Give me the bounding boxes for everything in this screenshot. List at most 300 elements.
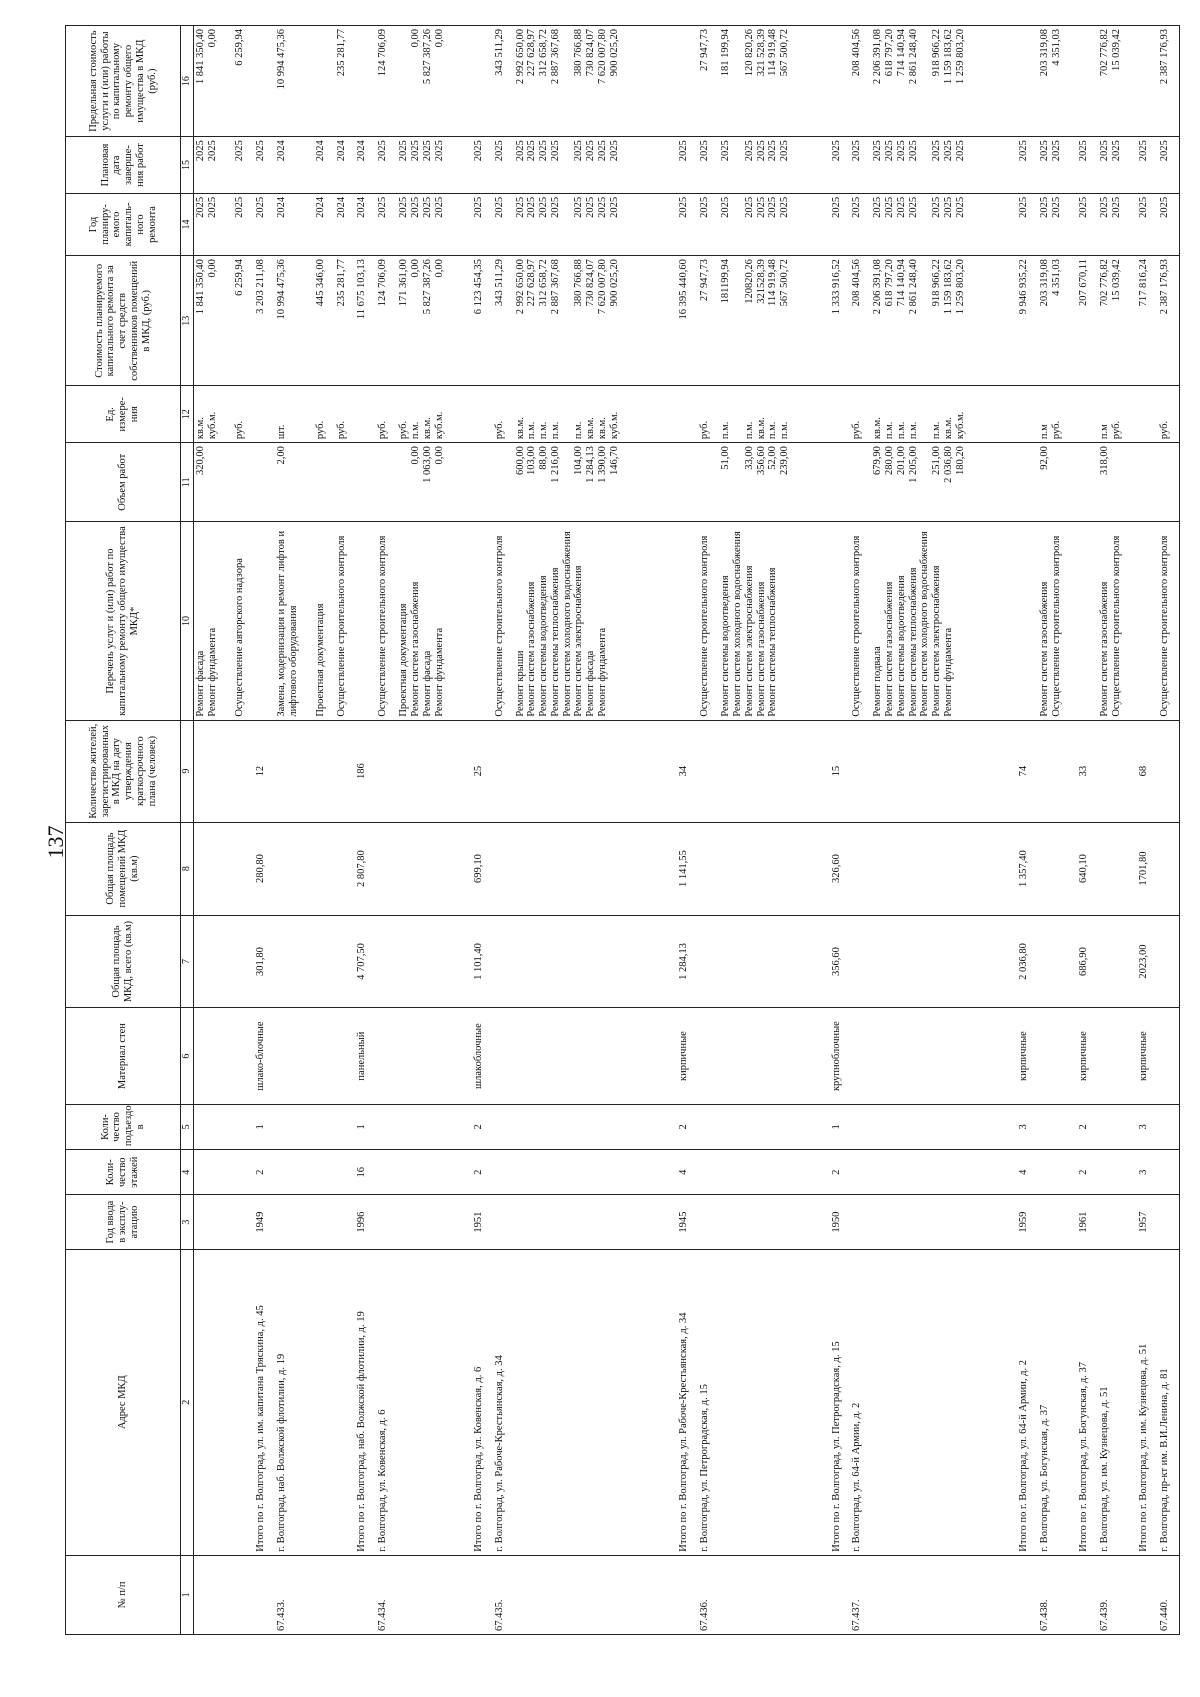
cell-unit: кв.м. п.м. п.м. п.м. п.м. кв.м. куб.м. [871, 386, 1017, 443]
cell-residents [871, 720, 1017, 822]
cell-area: 301,80 [254, 915, 275, 1008]
table-row [397, 26, 472, 1635]
cell-residents [1158, 720, 1180, 822]
cell-cost: 10 994 475,36 [275, 256, 314, 386]
cell-volume [1017, 443, 1038, 522]
cell-num [335, 1555, 356, 1634]
cell-limit: 181 199,94 120 820,26 321 528,39 114 919,48 567 500,72 [719, 26, 829, 137]
cell-area [194, 915, 234, 1008]
cell-volume [472, 443, 493, 522]
cell-works: Ремонт систем газоснабжения Осуществление строительного контроля [1038, 522, 1077, 720]
cell-limit: 10 994 475,36 [275, 26, 314, 137]
column-number-7: 7 [181, 915, 194, 1008]
cell-limit: 6 259,94 [233, 26, 254, 137]
cell-address: г. Волгоград, ул. Петроградская, д. 15 [698, 1249, 719, 1555]
cell-plan-year: 2025 2025 2025 2025 2025 2025 2025 [871, 193, 1017, 255]
cell-volume [376, 443, 397, 522]
cell-area-rooms: 699,10 [472, 822, 493, 915]
cell-unit: руб. [376, 386, 397, 443]
cell-end: 2025 [1137, 137, 1158, 194]
cell-plan-year: 2025 [830, 193, 851, 255]
column-number-5: 5 [181, 1104, 194, 1149]
cell-area-rooms [871, 822, 1017, 915]
column-number-10: 10 [181, 522, 194, 720]
cell-end: 2025 2025 [1038, 137, 1077, 194]
cell-cost: 2 992 650,00 227 628,97 312 658,72 2 887 367,68 380 766,88 730 824,07 7 620 007,80 900 025,20 [514, 256, 678, 386]
cell-floors: 4 [677, 1150, 698, 1195]
cell-area: 2 036,80 [1017, 915, 1038, 1008]
cell-floors [314, 1150, 335, 1195]
cell-works: Осуществление строительного контроля [850, 522, 871, 720]
column-number-1: 1 [181, 1555, 194, 1634]
cell-year [1158, 1195, 1180, 1249]
column-number-9: 9 [181, 720, 194, 822]
cell-unit: п.м руб. [1098, 386, 1137, 443]
cell-end: 2025 [1017, 137, 1038, 194]
cell-area-rooms [1038, 822, 1077, 915]
header-col-3: Год ввода в эксплу-атацию [66, 1195, 181, 1249]
cell-volume [850, 443, 871, 522]
cell-year: 1945 [677, 1195, 698, 1249]
cell-cost: 11 675 103,13 [355, 256, 376, 386]
cell-volume: 2,00 [275, 443, 314, 522]
cell-residents [719, 720, 829, 822]
total-row [254, 26, 275, 1635]
cell-plan-year: 2024 [335, 193, 356, 255]
column-number-4: 4 [181, 1150, 194, 1195]
cell-limit [472, 26, 493, 137]
cell-plan-year: 2025 [850, 193, 871, 255]
cell-residents [376, 720, 397, 822]
cell-works: Осуществление строительного контроля [698, 522, 719, 720]
cell-area [335, 915, 356, 1008]
cell-num: 67.433. [275, 1555, 314, 1634]
cell-residents [1038, 720, 1077, 822]
cell-address: г. Волгоград, наб. Волжской флотилии, д. 19 [275, 1249, 314, 1555]
cell-address: Итого по г. Волгоград, ул. им. капитана Тряскина, д. 45 [254, 1249, 275, 1555]
cell-entrances [376, 1104, 397, 1149]
cell-entrances [397, 1104, 472, 1149]
cell-area-rooms: 1701,80 [1137, 822, 1158, 915]
cell-cost: 1 333 916,52 [830, 256, 851, 386]
cell-unit [472, 386, 493, 443]
cell-year: 1961 [1077, 1195, 1098, 1249]
cell-works [1077, 522, 1098, 720]
repair-plan-table [65, 25, 1180, 1635]
cell-cost: 6 123 454,35 [472, 256, 493, 386]
cell-entrances: 1 [254, 1104, 275, 1149]
cell-entrances: 3 [1137, 1104, 1158, 1149]
cell-limit: 1 841 350,40 0,00 [194, 26, 234, 137]
table-body [194, 26, 1180, 1635]
cell-num [355, 1555, 376, 1634]
cell-plan-year: 2025 [254, 193, 275, 255]
cell-floors: 2 [830, 1150, 851, 1195]
cell-entrances [719, 1104, 829, 1149]
cell-address: г. Волгоград, ул. им. Кузнецова, д. 51 [1098, 1249, 1137, 1555]
cell-end: 2025 [254, 137, 275, 194]
cell-cost: 181199,94 120820,26 321528,39 114 919,48 567 500,72 [719, 256, 829, 386]
cell-entrances: 3 [1017, 1104, 1038, 1149]
cell-works [1137, 522, 1158, 720]
cell-limit: 702 776,82 15 039,42 [1098, 26, 1137, 137]
header-col-11: Объем работ [66, 443, 181, 522]
cell-area [493, 915, 514, 1008]
cell-cost: 717 816,24 [1137, 256, 1158, 386]
cell-works: Осуществление строительного контроля [1158, 522, 1180, 720]
cell-end: 2025 2025 2025 2025 2025 [719, 137, 829, 194]
cell-num [233, 1555, 254, 1634]
total-row [1137, 26, 1158, 1635]
cell-area-rooms: 280,80 [254, 822, 275, 915]
cell-end: 2025 [376, 137, 397, 194]
cell-year [1098, 1195, 1137, 1249]
cell-end: 2024 [275, 137, 314, 194]
cell-material [376, 1008, 397, 1104]
cell-floors [1038, 1150, 1077, 1195]
column-number-12: 12 [181, 386, 194, 443]
cell-floors: 3 [1137, 1150, 1158, 1195]
cell-works: Замена, модернизация и ремонт лифтов и лифтового оборудования [275, 522, 314, 720]
cell-works: Осуществление строительного контроля [493, 522, 514, 720]
cell-plan-year: 2025 [1158, 193, 1180, 255]
cell-cost: 208 404,56 [850, 256, 871, 386]
cell-num: 67.434. [376, 1555, 397, 1634]
header-col-15: Плановая дата заверше-ния работ [66, 137, 181, 194]
cell-residents [194, 720, 234, 822]
cell-unit: руб. [233, 386, 254, 443]
rotated-table-container [65, 25, 1180, 1635]
cell-unit [355, 386, 376, 443]
cell-year [376, 1195, 397, 1249]
cell-works [677, 522, 698, 720]
total-row [1017, 26, 1038, 1635]
cell-material [514, 1008, 678, 1104]
cell-residents: 68 [1137, 720, 1158, 822]
header-row [66, 26, 181, 1635]
cell-limit [830, 26, 851, 137]
cell-residents [335, 720, 356, 822]
cell-unit [1137, 386, 1158, 443]
cell-cost: 1 841 350,40 0,00 [194, 256, 234, 386]
cell-area [376, 915, 397, 1008]
header-col-5: Коли-чество подъездо в [66, 1104, 181, 1149]
header-col-9: Количество жителей, зарегистрированных в МКД на дату утверждения краткосрочного плана (человек) [66, 720, 181, 822]
cell-area [1038, 915, 1077, 1008]
column-number-13: 13 [181, 256, 194, 386]
cell-unit: руб. [335, 386, 356, 443]
cell-limit: 124 706,09 [376, 26, 397, 137]
cell-area [850, 915, 871, 1008]
cell-residents: 186 [355, 720, 376, 822]
cell-area-rooms [698, 822, 719, 915]
cell-year [233, 1195, 254, 1249]
cell-area [275, 915, 314, 1008]
cell-area [314, 915, 335, 1008]
cell-unit: руб. [698, 386, 719, 443]
cell-plan-year: 2025 [233, 193, 254, 255]
cell-cost: 203 319,08 4 351,03 [1038, 256, 1077, 386]
cell-end: 2025 2025 2025 2025 [397, 137, 472, 194]
cell-plan-year: 2024 [355, 193, 376, 255]
header-col-7: Общая площадь МКД, всего (кв.м) [66, 915, 181, 1008]
cell-floors: 16 [355, 1150, 376, 1195]
cell-address: Итого по г. Волгоград, наб. Волжской флотилии, д. 19 [355, 1249, 376, 1555]
cell-area [871, 915, 1017, 1008]
cell-volume: 0,00 1 063,00 0,00 [397, 443, 472, 522]
cell-cost: 207 670,11 [1077, 256, 1098, 386]
cell-unit: шт. [275, 386, 314, 443]
total-row [1077, 26, 1098, 1635]
page-number: 137 [43, 825, 68, 859]
cell-area-rooms [376, 822, 397, 915]
cell-num [677, 1555, 698, 1634]
cell-floors [376, 1150, 397, 1195]
cell-works: Ремонт систем газоснабжения Осуществление строительного контроля [1098, 522, 1137, 720]
cell-volume [335, 443, 356, 522]
cell-address [719, 1249, 829, 1555]
cell-area-rooms: 640,10 [1077, 822, 1098, 915]
cell-volume: 92,00 [1038, 443, 1077, 522]
cell-num [254, 1555, 275, 1634]
cell-plan-year: 2025 [493, 193, 514, 255]
total-row [355, 26, 376, 1635]
cell-cost: 27 947,73 [698, 256, 719, 386]
cell-entrances [493, 1104, 514, 1149]
cell-num: 67.436. [698, 1555, 719, 1634]
cell-limit: 235 281,77 [335, 26, 356, 137]
table-row [314, 26, 335, 1635]
column-number-15: 15 [181, 137, 194, 194]
cell-limit: 203 319,08 4 351,03 [1038, 26, 1077, 137]
cell-year: 1949 [254, 1195, 275, 1249]
cell-floors [275, 1150, 314, 1195]
cell-area: 1 284,13 [677, 915, 698, 1008]
cell-area [514, 915, 678, 1008]
cell-floors [698, 1150, 719, 1195]
cell-end: 2025 2025 [1098, 137, 1137, 194]
cell-volume [233, 443, 254, 522]
cell-material: шлакоблочные [472, 1008, 493, 1104]
cell-volume [830, 443, 851, 522]
cell-entrances: 2 [677, 1104, 698, 1149]
cell-area-rooms: 1 141,55 [677, 822, 698, 915]
cell-cost: 9 946 935,22 [1017, 256, 1038, 386]
header-col-14: Год планиру-емого капиталь-ного ремонта [66, 193, 181, 255]
cell-floors [850, 1150, 871, 1195]
table-row [871, 26, 1017, 1635]
cell-plan-year: 2025 2025 2025 2025 2025 2025 2025 2025 [514, 193, 678, 255]
cell-address: г. Волгоград, ул. Рабоче-Крестьянская, д. 34 [493, 1249, 514, 1555]
cell-entrances [194, 1104, 234, 1149]
cell-limit: 2 992 650,00 227 628,97 312 658,72 2 887 367,68 380 766,88 730 824,07 7 620 007,80 900 025,20 [514, 26, 678, 137]
cell-area-rooms [194, 822, 234, 915]
table-row [514, 26, 678, 1635]
cell-residents: 15 [830, 720, 851, 822]
cell-limit [677, 26, 698, 137]
cell-end: 2024 [355, 137, 376, 194]
cell-area [698, 915, 719, 1008]
column-number-11: 11 [181, 443, 194, 522]
cell-plan-year: 2025 [1137, 193, 1158, 255]
cell-limit [254, 26, 275, 137]
cell-unit: п.м руб. [1038, 386, 1077, 443]
cell-works [472, 522, 493, 720]
cell-floors [335, 1150, 356, 1195]
cell-entrances [698, 1104, 719, 1149]
cell-volume [314, 443, 335, 522]
cell-cost: 2 206 391,08 618 797,20 714 140,94 2 861 248,40 918 966,22 1 159 183,62 1 259 803,20 [871, 256, 1017, 386]
cell-residents: 12 [254, 720, 275, 822]
cell-residents [850, 720, 871, 822]
cell-address [314, 1249, 335, 1555]
cell-num: 67.435. [493, 1555, 514, 1634]
cell-num [1137, 1555, 1158, 1634]
cell-area-rooms [850, 822, 871, 915]
table-row [719, 26, 829, 1635]
cell-plan-year: 2024 [275, 193, 314, 255]
cell-residents [698, 720, 719, 822]
cell-area: 1 101,40 [472, 915, 493, 1008]
cell-floors [719, 1150, 829, 1195]
cell-end: 2025 [698, 137, 719, 194]
cell-end: 2025 [493, 137, 514, 194]
cell-works: Проектная документация Ремонт систем газоснабжения Ремонт фасада Ремонт фундамента [397, 522, 472, 720]
cell-num [1017, 1555, 1038, 1634]
cell-year [719, 1195, 829, 1249]
cell-unit: кв.м. куб.м. [194, 386, 234, 443]
cell-entrances [275, 1104, 314, 1149]
cell-entrances [314, 1104, 335, 1149]
column-number-3: 3 [181, 1195, 194, 1249]
cell-year: 1951 [472, 1195, 493, 1249]
cell-volume [1158, 443, 1180, 522]
cell-works: Ремонт системы водоотведения Ремонт систем холодного водоснабжения Ремонт систем электроснабжения Ремонт систем газоснабжения Ремонт системы теплоснабжения [719, 522, 829, 720]
cell-floors [514, 1150, 678, 1195]
cell-address: г. Волгоград, пр-кт им. В.И.Ленина, д. 81 [1158, 1249, 1180, 1555]
table-row [376, 26, 397, 1635]
table-row [233, 26, 254, 1635]
cell-area-rooms: 2 807,80 [355, 822, 376, 915]
cell-area-rooms [1158, 822, 1180, 915]
cell-cost: 702 776,82 15 039,42 [1098, 256, 1137, 386]
cell-area [233, 915, 254, 1008]
cell-end: 2025 [1077, 137, 1098, 194]
cell-material: кирпичные [1077, 1008, 1098, 1104]
cell-num [514, 1555, 678, 1634]
cell-end: 2025 [233, 137, 254, 194]
cell-area [719, 915, 829, 1008]
cell-residents [314, 720, 335, 822]
cell-unit: руб. [493, 386, 514, 443]
table-row [493, 26, 514, 1635]
cell-year [335, 1195, 356, 1249]
cell-material [314, 1008, 335, 1104]
cell-plan-year: 2025 2025 2025 2025 [397, 193, 472, 255]
cell-material [335, 1008, 356, 1104]
cell-unit: руб. [850, 386, 871, 443]
cell-volume: 51,00 33,00 356,60 52,00 239,00 [719, 443, 829, 522]
cell-residents [493, 720, 514, 822]
cell-floors [1158, 1150, 1180, 1195]
cell-floors: 4 [1017, 1150, 1038, 1195]
table-row [1158, 26, 1180, 1635]
cell-volume [493, 443, 514, 522]
cell-material: крупноблочные [830, 1008, 851, 1104]
cell-year [850, 1195, 871, 1249]
cell-residents: 33 [1077, 720, 1098, 822]
cell-cost: 16 395 440,60 [677, 256, 698, 386]
cell-entrances [233, 1104, 254, 1149]
column-number-6: 6 [181, 1008, 194, 1104]
cell-unit: кв.м. п.м. п.м. п.м. п.м. кв.м. кв.м. куб.м. [514, 386, 678, 443]
cell-limit [355, 26, 376, 137]
column-number-row [181, 26, 194, 1635]
cell-limit: 27 947,73 [698, 26, 719, 137]
header-col-1: № п/п [66, 1555, 181, 1634]
cell-end: 2025 [472, 137, 493, 194]
cell-unit: п.м. п.м. кв.м. п.м. п.м. [719, 386, 829, 443]
header-col-13: Стоимость планируемого капитального ремонта за счет средств собственников помещений в МКД, (руб.) [66, 256, 181, 386]
cell-floors: 2 [254, 1150, 275, 1195]
cell-area: 686,90 [1077, 915, 1098, 1008]
cell-plan-year: 2025 [376, 193, 397, 255]
header-col-16: Предельная стоимость услуги и (или) работы по капитальному ремонту общего имущества в МКД (руб.) [66, 26, 181, 137]
cell-end: 2025 2025 [194, 137, 234, 194]
cell-limit [314, 26, 335, 137]
table-row [335, 26, 356, 1635]
cell-material: шлако-блочные [254, 1008, 275, 1104]
cell-works [355, 522, 376, 720]
cell-end: 2025 [850, 137, 871, 194]
cell-address [871, 1249, 1017, 1555]
cell-works: Осуществление авторского надзора [233, 522, 254, 720]
cell-end: 2025 2025 2025 2025 2025 2025 2025 2025 [514, 137, 678, 194]
cell-num [871, 1555, 1017, 1634]
cell-unit: руб. [314, 386, 335, 443]
cell-cost: 171 361,00 0,00 5 827 387,26 0,00 [397, 256, 472, 386]
cell-end: 2024 [335, 137, 356, 194]
cell-entrances: 1 [830, 1104, 851, 1149]
cell-volume: 318,00 [1098, 443, 1137, 522]
table-row [275, 26, 314, 1635]
cell-residents [233, 720, 254, 822]
cell-cost: 343 511,29 [493, 256, 514, 386]
cell-entrances [1158, 1104, 1180, 1149]
table-row [1098, 26, 1137, 1635]
cell-material [194, 1008, 234, 1104]
cell-year [1038, 1195, 1077, 1249]
cell-address [335, 1249, 356, 1555]
column-number-2: 2 [181, 1249, 194, 1555]
cell-limit [1137, 26, 1158, 137]
cell-address: Итого по г. Волгоград, ул. Богунская, д. 37 [1077, 1249, 1098, 1555]
header-col-12: Ед. измере-ния [66, 386, 181, 443]
cell-num [194, 1555, 234, 1634]
cell-area-rooms [314, 822, 335, 915]
cell-volume [1137, 443, 1158, 522]
cell-limit [1077, 26, 1098, 137]
cell-limit [1017, 26, 1038, 137]
cell-address: Итого по г. Волгоград, ул. Рабоче-Крестьянская, д. 34 [677, 1249, 698, 1555]
cell-address [194, 1249, 234, 1555]
cell-works: Осуществление строительного контроля [335, 522, 356, 720]
cell-works: Осуществление строительного контроля [376, 522, 397, 720]
cell-num: 67.440. [1158, 1555, 1180, 1634]
cell-unit: руб. [1158, 386, 1180, 443]
cell-entrances [514, 1104, 678, 1149]
cell-residents [275, 720, 314, 822]
